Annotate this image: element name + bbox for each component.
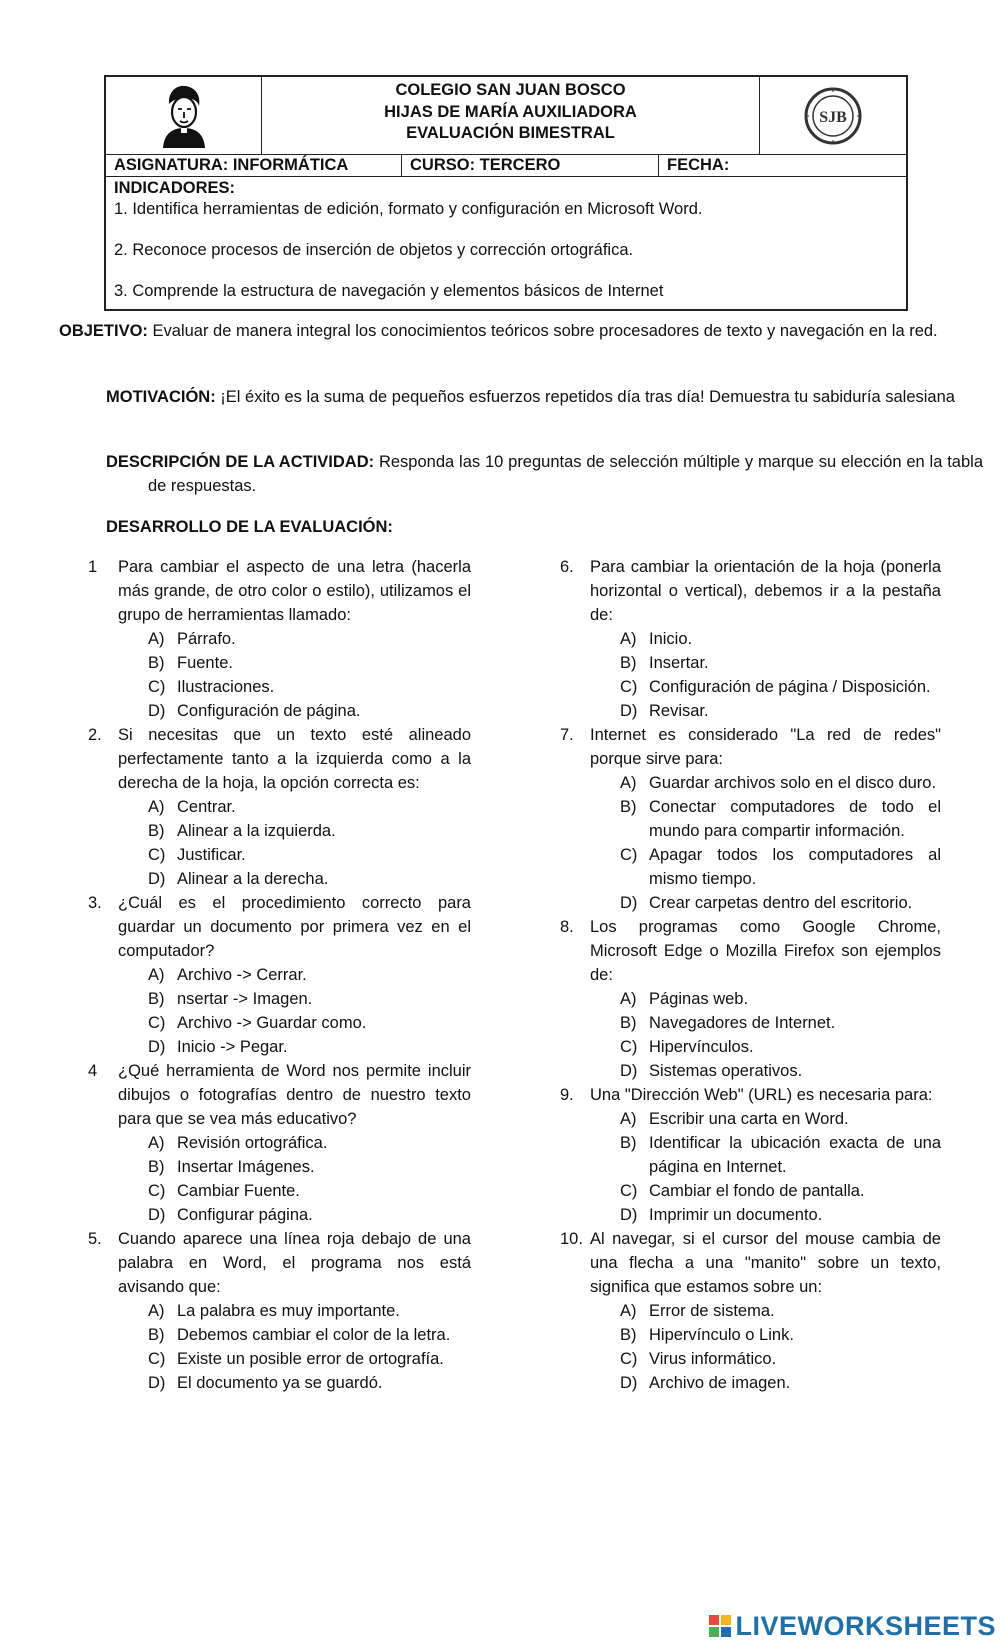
question-body <box>590 555 941 723</box>
objective-paragraph <box>59 319 941 343</box>
answer-option[interactable] <box>118 1203 471 1227</box>
description-text: Responda las 10 preguntas de selección múltiple y marque su elección en la tabla de respuestas. <box>148 453 983 495</box>
brand-logo-square <box>721 1627 731 1637</box>
question-body <box>590 723 941 915</box>
brand-logo-square <box>709 1615 719 1625</box>
answer-option[interactable] <box>590 1107 941 1131</box>
option-letter: B) <box>148 1326 165 1344</box>
question-item <box>88 723 471 891</box>
question-text: Los programas como Google Chrome, Microsoft Edge o Mozilla Firefox son ejemplos de: <box>590 918 941 984</box>
option-letter: D) <box>148 1038 166 1056</box>
option-text: Inicio -> Pegar. <box>177 1038 288 1056</box>
answer-option[interactable] <box>118 675 471 699</box>
option-text: Cambiar Fuente. <box>177 1182 300 1200</box>
answer-option[interactable] <box>590 1035 941 1059</box>
option-letter: B) <box>620 1014 637 1032</box>
option-text: Configuración de página. <box>177 702 361 720</box>
option-letter: D) <box>620 1374 638 1392</box>
option-letter: A) <box>620 990 637 1008</box>
option-text: Fuente. <box>177 654 233 672</box>
liveworksheets-brand <box>709 1611 996 1641</box>
question-item <box>88 1059 471 1227</box>
answer-option[interactable] <box>590 771 941 795</box>
date-field[interactable]: FECHA: <box>667 156 730 174</box>
objective-label: OBJETIVO: <box>59 322 148 340</box>
option-text: Ilustraciones. <box>177 678 275 696</box>
school-name: COLEGIO SAN JUAN BOSCO <box>395 81 626 99</box>
question-item <box>560 1083 941 1227</box>
option-text: Existe un posible error de ortografía. <box>177 1350 444 1368</box>
option-letter: C) <box>148 1350 166 1368</box>
option-letter: D) <box>620 702 638 720</box>
option-text: La palabra es muy importante. <box>177 1302 400 1320</box>
option-letter: C) <box>148 678 166 696</box>
portrait-icon <box>158 84 210 148</box>
question-item <box>560 723 941 915</box>
option-letter: B) <box>148 1158 165 1176</box>
question-text: Una "Dirección Web" (URL) es necesaria para: <box>590 1086 933 1104</box>
option-text: Sistemas operativos. <box>649 1062 803 1080</box>
option-letter: D) <box>148 870 166 888</box>
indicator-item: 1. Identifica herramientas de edición, formato y configuración en Microsoft Word. <box>114 200 703 218</box>
option-letter: C) <box>620 1038 638 1056</box>
header-table <box>104 75 908 311</box>
question-number: 6. <box>560 558 574 576</box>
option-letter: A) <box>620 1110 637 1128</box>
question-text: ¿Qué herramienta de Word nos permite incluir dibujos o fotografías dentro de nuestro texto para que se vea más educativo? <box>118 1062 471 1128</box>
option-text: Archivo -> Cerrar. <box>177 966 307 984</box>
question-body <box>118 1059 471 1227</box>
question-number: 9. <box>560 1086 574 1104</box>
option-letter: A) <box>148 1134 165 1152</box>
answer-option[interactable] <box>118 1371 471 1395</box>
answer-option[interactable] <box>590 1011 941 1035</box>
option-text: Insertar. <box>649 654 709 672</box>
answer-option[interactable] <box>118 867 471 891</box>
answer-option[interactable] <box>590 675 941 699</box>
question-number: 4 <box>88 1062 98 1080</box>
answer-option[interactable] <box>118 1155 471 1179</box>
question-body <box>590 915 941 1083</box>
option-text: Cambiar el fondo de pantalla. <box>649 1182 865 1200</box>
option-text: Archivo de imagen. <box>649 1374 791 1392</box>
option-text: Páginas web. <box>649 990 749 1008</box>
seal-icon <box>803 86 863 146</box>
course-field: CURSO: TERCERO <box>402 155 659 176</box>
answer-option[interactable] <box>118 1323 471 1347</box>
option-letter: D) <box>620 1062 638 1080</box>
indicators-section <box>106 177 906 309</box>
answer-option[interactable] <box>590 1059 941 1083</box>
answer-option[interactable] <box>118 1179 471 1203</box>
option-letter: A) <box>148 1302 165 1320</box>
answer-option[interactable] <box>118 651 471 675</box>
answer-option[interactable] <box>590 1371 941 1395</box>
option-letter: B) <box>620 1326 637 1344</box>
option-letter: B) <box>620 654 637 672</box>
question-text: Para cambiar el aspecto de una letra (hacerla más grande, de otro color o estilo), utilizamos el grupo de herramientas llamado: <box>118 558 471 624</box>
option-text: Error de sistema. <box>649 1302 775 1320</box>
option-letter: B) <box>620 798 637 816</box>
option-letter: D) <box>148 702 166 720</box>
option-text: Hipervínculos. <box>649 1038 754 1056</box>
description-label: DESCRIPCIÓN DE LA ACTIVIDAD: <box>106 453 375 471</box>
option-letter: C) <box>148 1014 166 1032</box>
option-letter: C) <box>620 1350 638 1368</box>
answer-option[interactable] <box>590 627 941 651</box>
answer-option[interactable] <box>118 819 471 843</box>
question-item <box>88 555 471 723</box>
founder-portrait <box>106 77 262 154</box>
option-text: Apagar todos los computadores al mismo tiempo. <box>649 846 941 888</box>
motivation-label: MOTIVACIÓN: <box>106 388 216 406</box>
brand-name: LIVEWORKSHEETS <box>735 1611 996 1641</box>
option-text: Conectar computadores de todo el mundo para compartir información. <box>649 798 941 840</box>
brand-logo-square <box>721 1615 731 1625</box>
option-text: Navegadores de Internet. <box>649 1014 836 1032</box>
question-number: 10. <box>560 1230 583 1248</box>
question-body <box>118 723 471 891</box>
question-text: Internet es considerado "La red de redes" porque sirve para: <box>590 726 941 768</box>
option-letter: C) <box>148 846 166 864</box>
option-text: Guardar archivos solo en el disco duro. <box>649 774 937 792</box>
option-letter: D) <box>148 1374 166 1392</box>
question-body <box>590 1227 941 1395</box>
answer-option[interactable] <box>590 1347 941 1371</box>
question-text: Para cambiar la orientación de la hoja (ponerla horizontal o vertical), debemos ir a la pestaña de: <box>590 558 941 624</box>
option-letter: A) <box>148 798 165 816</box>
answer-option[interactable] <box>118 1035 471 1059</box>
option-letter: B) <box>620 1134 637 1152</box>
option-text: Debemos cambiar el color de la letra. <box>177 1326 451 1344</box>
option-letter: A) <box>620 774 637 792</box>
answer-option[interactable] <box>590 1179 941 1203</box>
option-text: nsertar -> Imagen. <box>177 990 313 1008</box>
option-text: Inicio. <box>649 630 693 648</box>
question-text: Si necesitas que un texto esté alineado perfectamente tanto a la izquierda como a la derecha de la hoja, la opción correcta es: <box>118 726 471 792</box>
question-item <box>88 1227 471 1395</box>
brand-logo-icon <box>709 1615 731 1637</box>
question-number: 1 <box>88 558 98 576</box>
option-letter: D) <box>620 1206 638 1224</box>
questions-column-right <box>560 555 941 1395</box>
indicator-item: 2. Reconoce procesos de inserción de objetos y corrección ortográfica. <box>114 241 634 259</box>
option-letter: A) <box>148 966 165 984</box>
option-text: Alinear a la derecha. <box>177 870 329 888</box>
questions-column-left <box>88 555 471 1395</box>
option-letter: B) <box>148 822 165 840</box>
answer-option[interactable] <box>590 1131 941 1179</box>
option-text: Identificar la ubicación exacta de una página en Internet. <box>649 1134 941 1176</box>
option-text: Configuración de página / Disposición. <box>649 678 931 696</box>
answer-option[interactable] <box>590 1203 941 1227</box>
question-number: 5. <box>88 1230 102 1248</box>
seal-letters: SJB <box>819 108 847 126</box>
answer-option[interactable] <box>118 795 471 819</box>
question-number: 8. <box>560 918 574 936</box>
option-letter: C) <box>620 678 638 696</box>
answer-option[interactable] <box>118 1131 471 1155</box>
answer-option[interactable] <box>118 1347 471 1371</box>
brand-logo-square <box>709 1627 719 1637</box>
question-body <box>590 1083 941 1227</box>
option-letter: A) <box>620 630 637 648</box>
question-text: Cuando aparece una línea roja debajo de una palabra en Word, el programa nos está avisando que: <box>118 1230 471 1296</box>
option-letter: A) <box>620 1302 637 1320</box>
question-item <box>88 891 471 1059</box>
answer-option[interactable] <box>590 795 941 843</box>
option-text: Crear carpetas dentro del escritorio. <box>649 894 913 912</box>
option-text: Virus informático. <box>649 1350 777 1368</box>
option-text: Revisión ortográfica. <box>177 1134 328 1152</box>
question-number: 7. <box>560 726 574 744</box>
option-letter: D) <box>620 894 638 912</box>
answer-option[interactable] <box>118 963 471 987</box>
motivation-paragraph <box>106 385 983 409</box>
answer-option[interactable] <box>590 651 941 675</box>
exam-title: EVALUACIÓN BIMESTRAL <box>406 124 615 142</box>
development-title: DESARROLLO DE LA EVALUACIÓN: <box>106 518 393 536</box>
question-number: 2. <box>88 726 102 744</box>
school-seal <box>759 77 906 154</box>
option-letter: B) <box>148 654 165 672</box>
question-text: Al navegar, si el cursor del mouse cambia de una flecha a una "manito" sobre un texto, significa que estamos sobre un: <box>590 1230 941 1296</box>
option-text: Párrafo. <box>177 630 236 648</box>
option-text: Configurar página. <box>177 1206 313 1224</box>
subject-field: ASIGNATURA: INFORMÁTICA <box>106 155 402 176</box>
question-body <box>118 555 471 723</box>
indicator-item: 3. Comprende la estructura de navegación y elementos básicos de Internet <box>114 282 664 300</box>
option-letter: B) <box>148 990 165 1008</box>
option-text: Archivo -> Guardar como. <box>177 1014 367 1032</box>
answer-option[interactable] <box>118 627 471 651</box>
option-text: Alinear a la izquierda. <box>177 822 336 840</box>
question-number: 3. <box>88 894 102 912</box>
motivation-text: ¡El éxito es la suma de pequeños esfuerzos repetidos día tras día! Demuestra tu sabiduría salesiana <box>220 388 955 406</box>
answer-option[interactable] <box>590 891 941 915</box>
option-text: Hipervínculo o Link. <box>649 1326 794 1344</box>
indicators-title: INDICADORES: <box>114 179 236 197</box>
question-text: ¿Cuál es el procedimiento correcto para guardar un documento por primera vez en el computador? <box>118 894 471 960</box>
school-order: HIJAS DE MARÍA AUXILIADORA <box>384 102 637 121</box>
answer-option[interactable] <box>590 987 941 1011</box>
option-text: Imprimir un documento. <box>649 1206 823 1224</box>
answer-option[interactable] <box>118 843 471 867</box>
answer-option[interactable] <box>118 1299 471 1323</box>
description-paragraph <box>106 450 983 498</box>
answer-option[interactable] <box>590 1299 941 1323</box>
option-text: Escribir una carta en Word. <box>649 1110 849 1128</box>
option-text: Insertar Imágenes. <box>177 1158 315 1176</box>
option-letter: C) <box>620 846 638 864</box>
question-item <box>560 555 941 723</box>
option-text: El documento ya se guardó. <box>177 1374 383 1392</box>
option-text: Revisar. <box>649 702 709 720</box>
option-letter: C) <box>620 1182 638 1200</box>
option-letter: C) <box>148 1182 166 1200</box>
answer-option[interactable] <box>118 987 471 1011</box>
answer-option[interactable] <box>118 699 471 723</box>
question-item <box>560 1227 941 1395</box>
option-letter: D) <box>148 1206 166 1224</box>
option-letter: A) <box>148 630 165 648</box>
question-item <box>560 915 941 1083</box>
answer-option[interactable] <box>590 699 941 723</box>
answer-option[interactable] <box>590 843 941 891</box>
question-body <box>118 891 471 1059</box>
option-text: Centrar. <box>177 798 236 816</box>
answer-option[interactable] <box>118 1011 471 1035</box>
answer-option[interactable] <box>590 1323 941 1347</box>
objective-text: Evaluar de manera integral los conocimientos teóricos sobre procesadores de texto y navegación en la red. <box>152 322 938 340</box>
question-body <box>118 1227 471 1395</box>
option-text: Justificar. <box>177 846 246 864</box>
